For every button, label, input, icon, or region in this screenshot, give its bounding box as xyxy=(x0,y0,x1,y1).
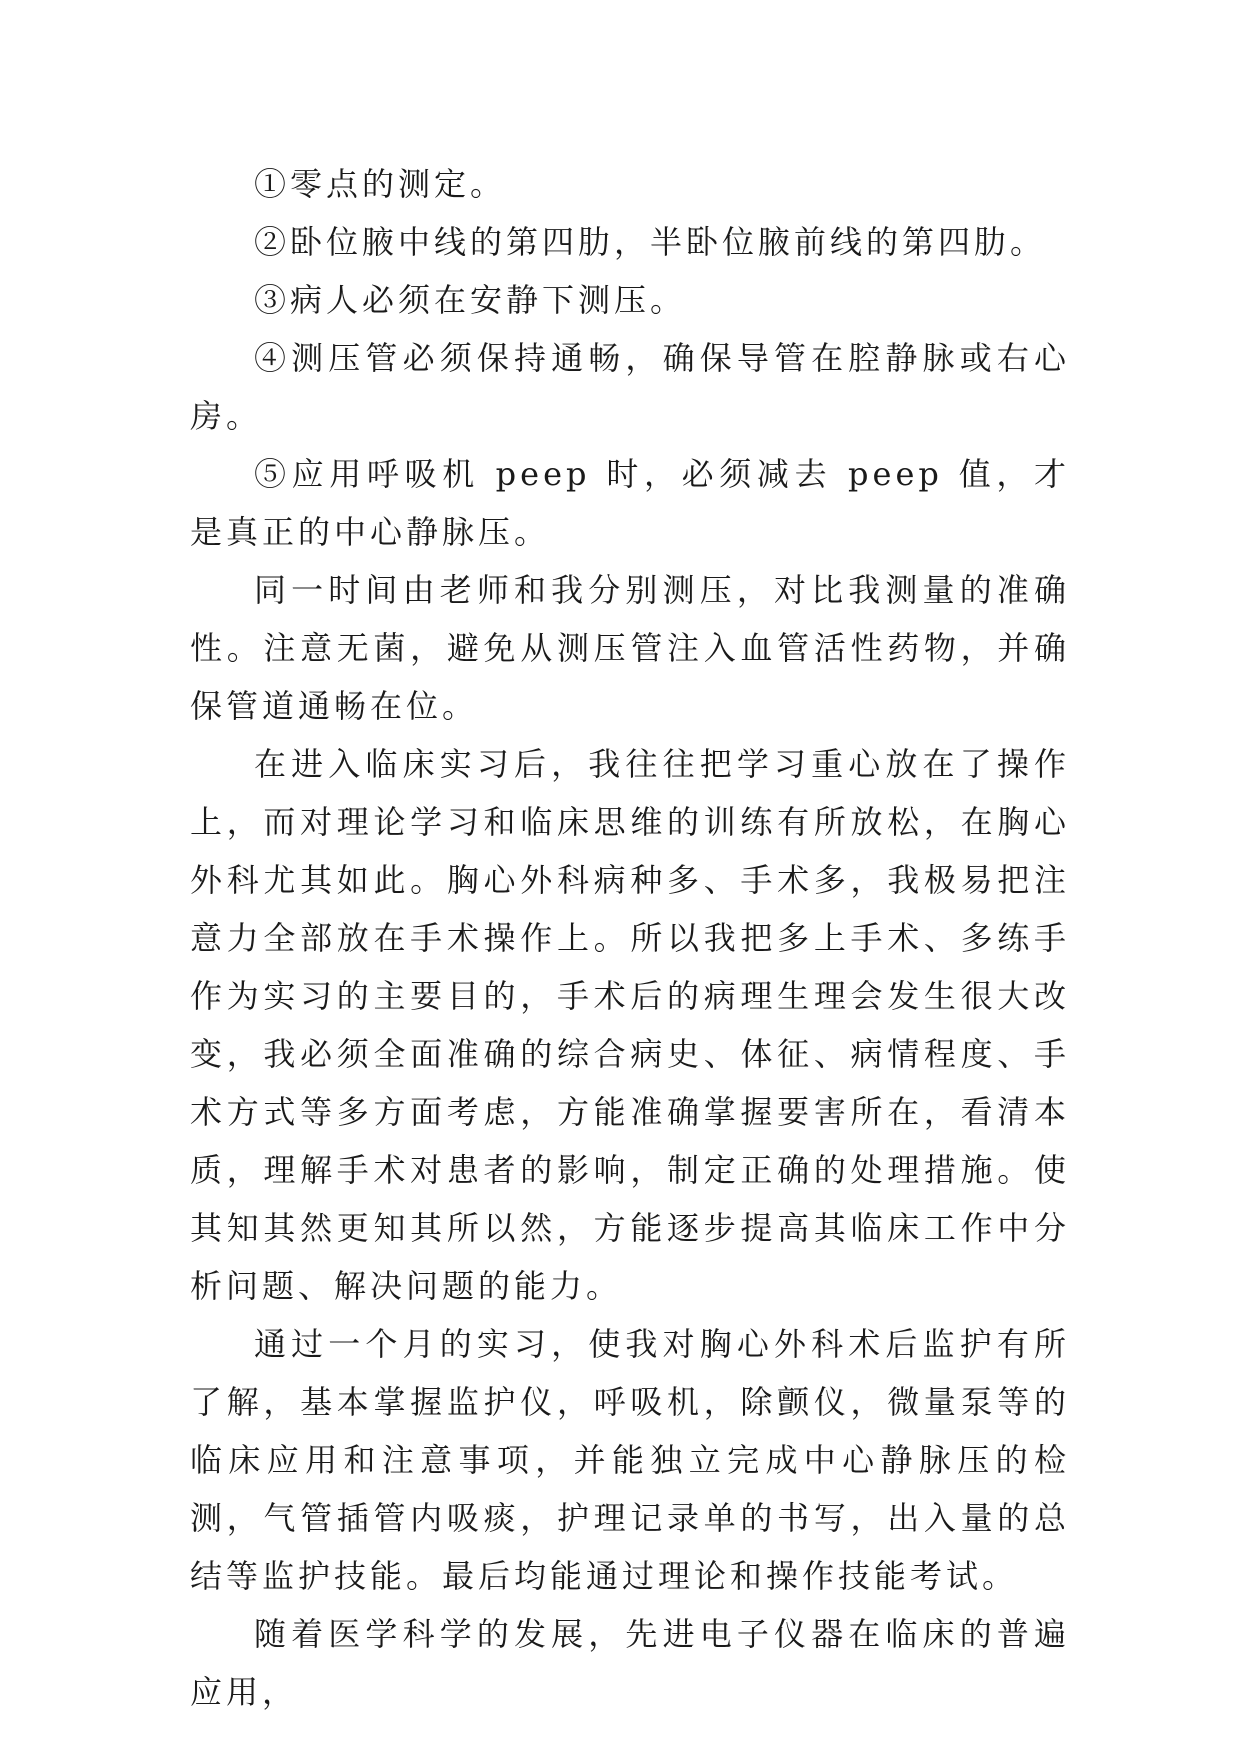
paragraph-item-3: ③病人必须在安静下测压。 xyxy=(254,281,687,319)
paragraph-item-4: ④测压管必须保持通畅，确保导管在腔静脉或右心房。 xyxy=(190,339,1070,435)
paragraph-item-5: ⑤应用呼吸机 peep 时，必须减去 peep 值，才是真正的中心静脉压。 xyxy=(190,455,1070,551)
paragraph-item-2: ②卧位腋中线的第四肋，半卧位腋前线的第四肋。 xyxy=(254,223,1047,261)
paragraph-item-7: 在进入临床实习后，我往往把学习重心放在了操作上，而对理论学习和临床思维的训练有所放松，在胸心外科尤其如此。胸心外科病种多、手术多，我极易把注意力全部放在手术操作上。所以我把多上手术、多练手作为实习的主要目的，手术后的病理生理会发生很大改变，我必须全面准确的综合病史、体征、病情程度、手术方式等多方面考虑，方能准确掌握要害所在，看清本质，理解手术对患者的影响，制定正确的处理措施。使其知其然更知其所以然，方能逐步提高其临床工作中分析问题、解决问题的能力。 xyxy=(190,745,1070,1305)
paragraph-item-6: 同一时间由老师和我分别测压，对比我测量的准确性。注意无菌，避免从测压管注入血管活性药物，并确保管道通畅在位。 xyxy=(190,571,1070,725)
body-text xyxy=(190,155,1070,1721)
paragraph-item-8: 通过一个月的实习，使我对胸心外科术后监护有所了解，基本掌握监护仪，呼吸机，除颤仪，微量泵等的临床应用和注意事项，并能独立完成中心静脉压的检测，气管插管内吸痰，护理记录单的书写，出入量的总结等监护技能。最后均能通过理论和操作技能考试。 xyxy=(190,1325,1070,1595)
paragraph-item-9: 随着医学科学的发展，先进电子仪器在临床的普遍应用， xyxy=(190,1615,1070,1711)
paragraph-item-1: ①零点的测定。 xyxy=(254,165,507,203)
